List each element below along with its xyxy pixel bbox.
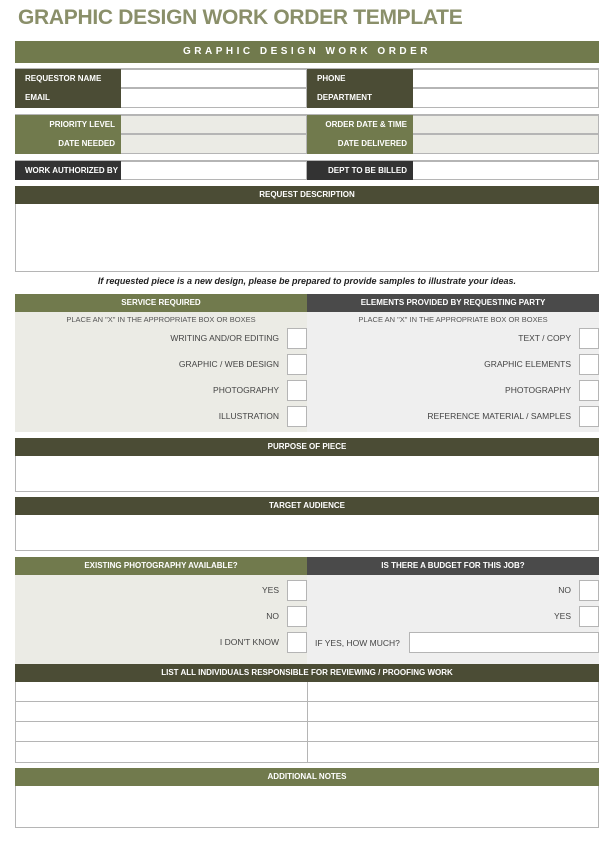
reviewer-cell[interactable]: [308, 702, 598, 721]
photo-no-checkbox[interactable]: [287, 606, 307, 627]
budget-option: [554, 605, 599, 627]
email-row: [15, 88, 599, 108]
photo-option-label: YES: [261, 585, 279, 595]
photo-option-label: NO: [266, 611, 279, 621]
date-delivered-label: DATE DELIVERED: [307, 134, 413, 154]
email-field[interactable]: [121, 88, 307, 108]
date-needed-label: DATE NEEDED: [15, 134, 121, 154]
reviewer-cell[interactable]: [308, 742, 598, 762]
photo-option: [262, 579, 307, 601]
service-photography-checkbox[interactable]: [287, 380, 307, 401]
purpose-heading: PURPOSE OF PIECE: [15, 438, 599, 456]
table-row: [16, 722, 598, 742]
reviewer-cell[interactable]: [16, 742, 308, 762]
target-audience-section: [15, 497, 599, 551]
element-item: [427, 405, 599, 427]
purpose-field[interactable]: [15, 456, 599, 492]
phone-field[interactable]: [413, 69, 599, 88]
page-title: GRAPHIC DESIGN WORK ORDER TEMPLATE: [18, 6, 463, 29]
request-description-field[interactable]: [15, 204, 599, 272]
reviewer-cell[interactable]: [16, 702, 308, 721]
service-item-label: ILLUSTRATION: [218, 411, 279, 421]
date-delivered-field[interactable]: [413, 134, 599, 154]
reviewer-cell[interactable]: [308, 722, 598, 741]
date-needed-field[interactable]: [121, 134, 307, 154]
department-label: DEPARTMENT: [307, 88, 413, 108]
budget-no-checkbox[interactable]: [579, 580, 599, 601]
reviewer-cell[interactable]: [16, 722, 308, 741]
elements-provided-heading: ELEMENTS PROVIDED BY REQUESTING PARTY: [307, 294, 599, 312]
budget-amount-label: IF YES, HOW MUCH?: [315, 637, 400, 648]
element-item: [505, 379, 599, 401]
priority-level-field[interactable]: [121, 115, 307, 134]
photo-option: [220, 631, 307, 653]
photo-option: [266, 605, 307, 627]
photo-option-label: I DON'T KNOW: [219, 637, 279, 647]
priority-row: [15, 114, 599, 134]
requestor-row: [15, 68, 599, 88]
reviewers-section: [15, 664, 599, 763]
service-item-label: GRAPHIC / WEB DESIGN: [178, 359, 279, 369]
budget-section: [307, 557, 599, 673]
service-item: [170, 327, 307, 349]
element-reference-checkbox[interactable]: [579, 406, 599, 427]
reviewer-cell[interactable]: [16, 682, 308, 701]
budget-option-label: YES: [553, 611, 571, 621]
elements-provided-section: [307, 294, 599, 432]
budget-option-label: NO: [558, 585, 571, 595]
element-item-label: REFERENCE MATERIAL / SAMPLES: [427, 411, 571, 421]
budget-heading: IS THERE A BUDGET FOR THIS JOB?: [307, 557, 599, 575]
target-audience-heading: TARGET AUDIENCE: [15, 497, 599, 515]
priority-level-label: PRIORITY LEVEL: [15, 115, 121, 134]
dept-billed-field[interactable]: [413, 161, 599, 180]
photo-dont-know-checkbox[interactable]: [287, 632, 307, 653]
form-banner: GRAPHIC DESIGN WORK ORDER: [15, 41, 599, 63]
budget-amount-row: [307, 632, 599, 653]
design-samples-note: If requested piece is a new design, please be prepared to provide samples to illustrate your ideas.: [97, 276, 517, 286]
service-item: [219, 405, 307, 427]
requestor-name-label: REQUESTOR NAME: [15, 69, 121, 88]
service-required-instruction: PLACE AN "X" IN THE APPROPRIATE BOX OR BOXES: [66, 315, 256, 324]
service-item: [213, 379, 307, 401]
element-photography-checkbox[interactable]: [579, 380, 599, 401]
service-illustration-checkbox[interactable]: [287, 406, 307, 427]
reviewers-table: [15, 682, 599, 763]
service-item-label: WRITING AND/OR EDITING: [170, 333, 279, 343]
table-row: [16, 742, 598, 762]
order-date-label: ORDER DATE & TIME: [307, 115, 413, 134]
work-authorized-field[interactable]: [121, 161, 307, 180]
additional-notes-section: [15, 768, 599, 828]
element-graphic-elements-checkbox[interactable]: [579, 354, 599, 375]
email-label: EMAIL: [15, 88, 121, 108]
table-row: [16, 702, 598, 722]
target-audience-field[interactable]: [15, 515, 599, 551]
element-text-copy-checkbox[interactable]: [579, 328, 599, 349]
phone-label: PHONE: [307, 69, 413, 88]
table-row: [16, 682, 598, 702]
reviewer-cell[interactable]: [308, 682, 598, 701]
service-item: [179, 353, 307, 375]
request-description-heading: REQUEST DESCRIPTION: [15, 186, 599, 204]
service-required-section: [15, 294, 307, 432]
service-item-label: PHOTOGRAPHY: [213, 385, 279, 395]
element-item-label: PHOTOGRAPHY: [505, 385, 571, 395]
service-graphic-web-checkbox[interactable]: [287, 354, 307, 375]
additional-notes-heading: ADDITIONAL NOTES: [15, 768, 599, 786]
element-item: [484, 353, 599, 375]
request-description-section: [15, 186, 599, 272]
element-item-label: TEXT / COPY: [518, 333, 571, 343]
service-writing-checkbox[interactable]: [287, 328, 307, 349]
elements-provided-instruction: PLACE AN "X" IN THE APPROPRIATE BOX OR BOXES: [358, 315, 548, 324]
budget-yes-checkbox[interactable]: [579, 606, 599, 627]
reviewers-heading: LIST ALL INDIVIDUALS RESPONSIBLE FOR REVIEWING / PROOFING WORK: [15, 664, 599, 682]
element-item-label: GRAPHIC ELEMENTS: [484, 359, 571, 369]
work-authorized-label: WORK AUTHORIZED BY: [15, 161, 121, 180]
budget-option: [558, 579, 599, 601]
order-date-field[interactable]: [413, 115, 599, 134]
budget-amount-field[interactable]: [409, 632, 599, 653]
photo-yes-checkbox[interactable]: [287, 580, 307, 601]
existing-photography-section: [15, 557, 307, 673]
element-item: [518, 327, 599, 349]
date-needed-row: [15, 134, 599, 154]
authorization-row: [15, 160, 599, 180]
existing-photography-heading: EXISTING PHOTOGRAPHY AVAILABLE?: [15, 557, 307, 575]
department-field[interactable]: [413, 88, 599, 108]
purpose-section: [15, 438, 599, 492]
additional-notes-field[interactable]: [15, 786, 599, 828]
requestor-name-field[interactable]: [121, 69, 307, 88]
service-required-heading: SERVICE REQUIRED: [15, 294, 307, 312]
dept-billed-label: DEPT TO BE BILLED: [307, 161, 413, 180]
